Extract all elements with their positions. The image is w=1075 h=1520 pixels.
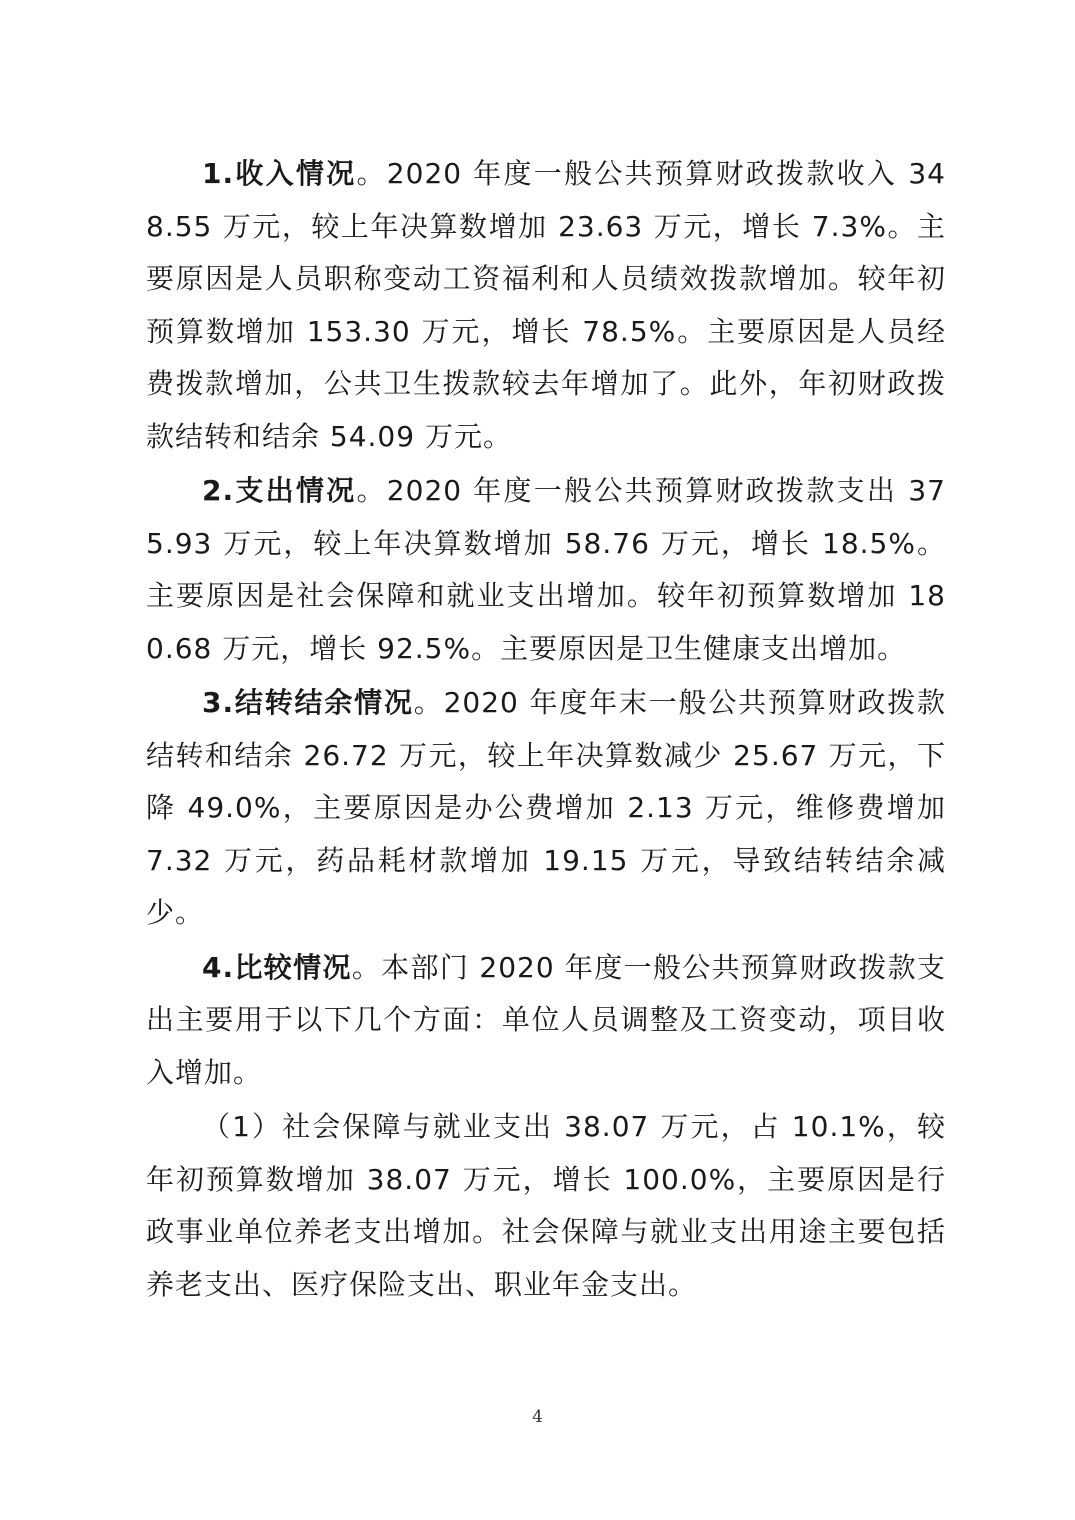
paragraph-heading: 2.支出情况: [202, 474, 357, 507]
page-number: 4: [532, 1407, 543, 1427]
paragraph-text: 。本部门 2020 年度一般公共预算财政拨款支出主要用于以下几个方面：单位人员调整及工资变动，项目收入增加。: [146, 950, 947, 1089]
paragraph-income: [146, 148, 946, 463]
paragraph-social-security: [146, 1101, 946, 1311]
paragraph-carryover: [146, 677, 946, 940]
paragraph-text: 。2020 年度年末一般公共预算财政拨款结转和结余 26.72 万元，较上年决算数减少 25.67 万元，下降 49.0%，主要原因是办公费增加 2.13 万元，维修费增加 7.32 万元，药品耗材款增加 19.15 万元，导致结转结余减少。: [146, 686, 946, 929]
paragraph-text: 。2020 年度一般公共预算财政拨款收入 348.55 万元，较上年决算数增加 23.63 万元，增长 7.3%。主要原因是人员职称变动工资福利和人员绩效拨款增加。较年初预算数增加 153.30 万元，增长 78.5%。主要原因是人员经费拨款增加，公共卫生拨款较去年增加了。此外，年初财政拨款结转和结余 54.09 万元。: [146, 157, 946, 453]
paragraph-heading: 4.比较情况: [202, 950, 352, 984]
paragraph-text: 。2020 年度一般公共预算财政拨款支出 375.93 万元，较上年决算数增加 58.76 万元，增长 18.5%。主要原因是社会保障和就业支出增加。较年初预算数增加 180.68 万元，增长 92.5%。主要原因是卫生健康支出增加。: [146, 474, 946, 665]
paragraph-heading: 3.结转结余情况: [202, 686, 414, 719]
paragraph-comparison: [146, 942, 946, 1100]
paragraph-text: （1）社会保障与就业支出 38.07 万元，占 10.1%，较年初预算数增加 38.07 万元，增长 100.0%，主要原因是行政事业单位养老支出增加。社会保障与就业支出用途主要包括养老支出、医疗保险支出、职业年金支出。: [146, 1110, 946, 1301]
document-body: [146, 148, 946, 1311]
paragraph-expenditure: [146, 465, 946, 675]
paragraph-heading: 1.收入情况: [202, 157, 357, 190]
